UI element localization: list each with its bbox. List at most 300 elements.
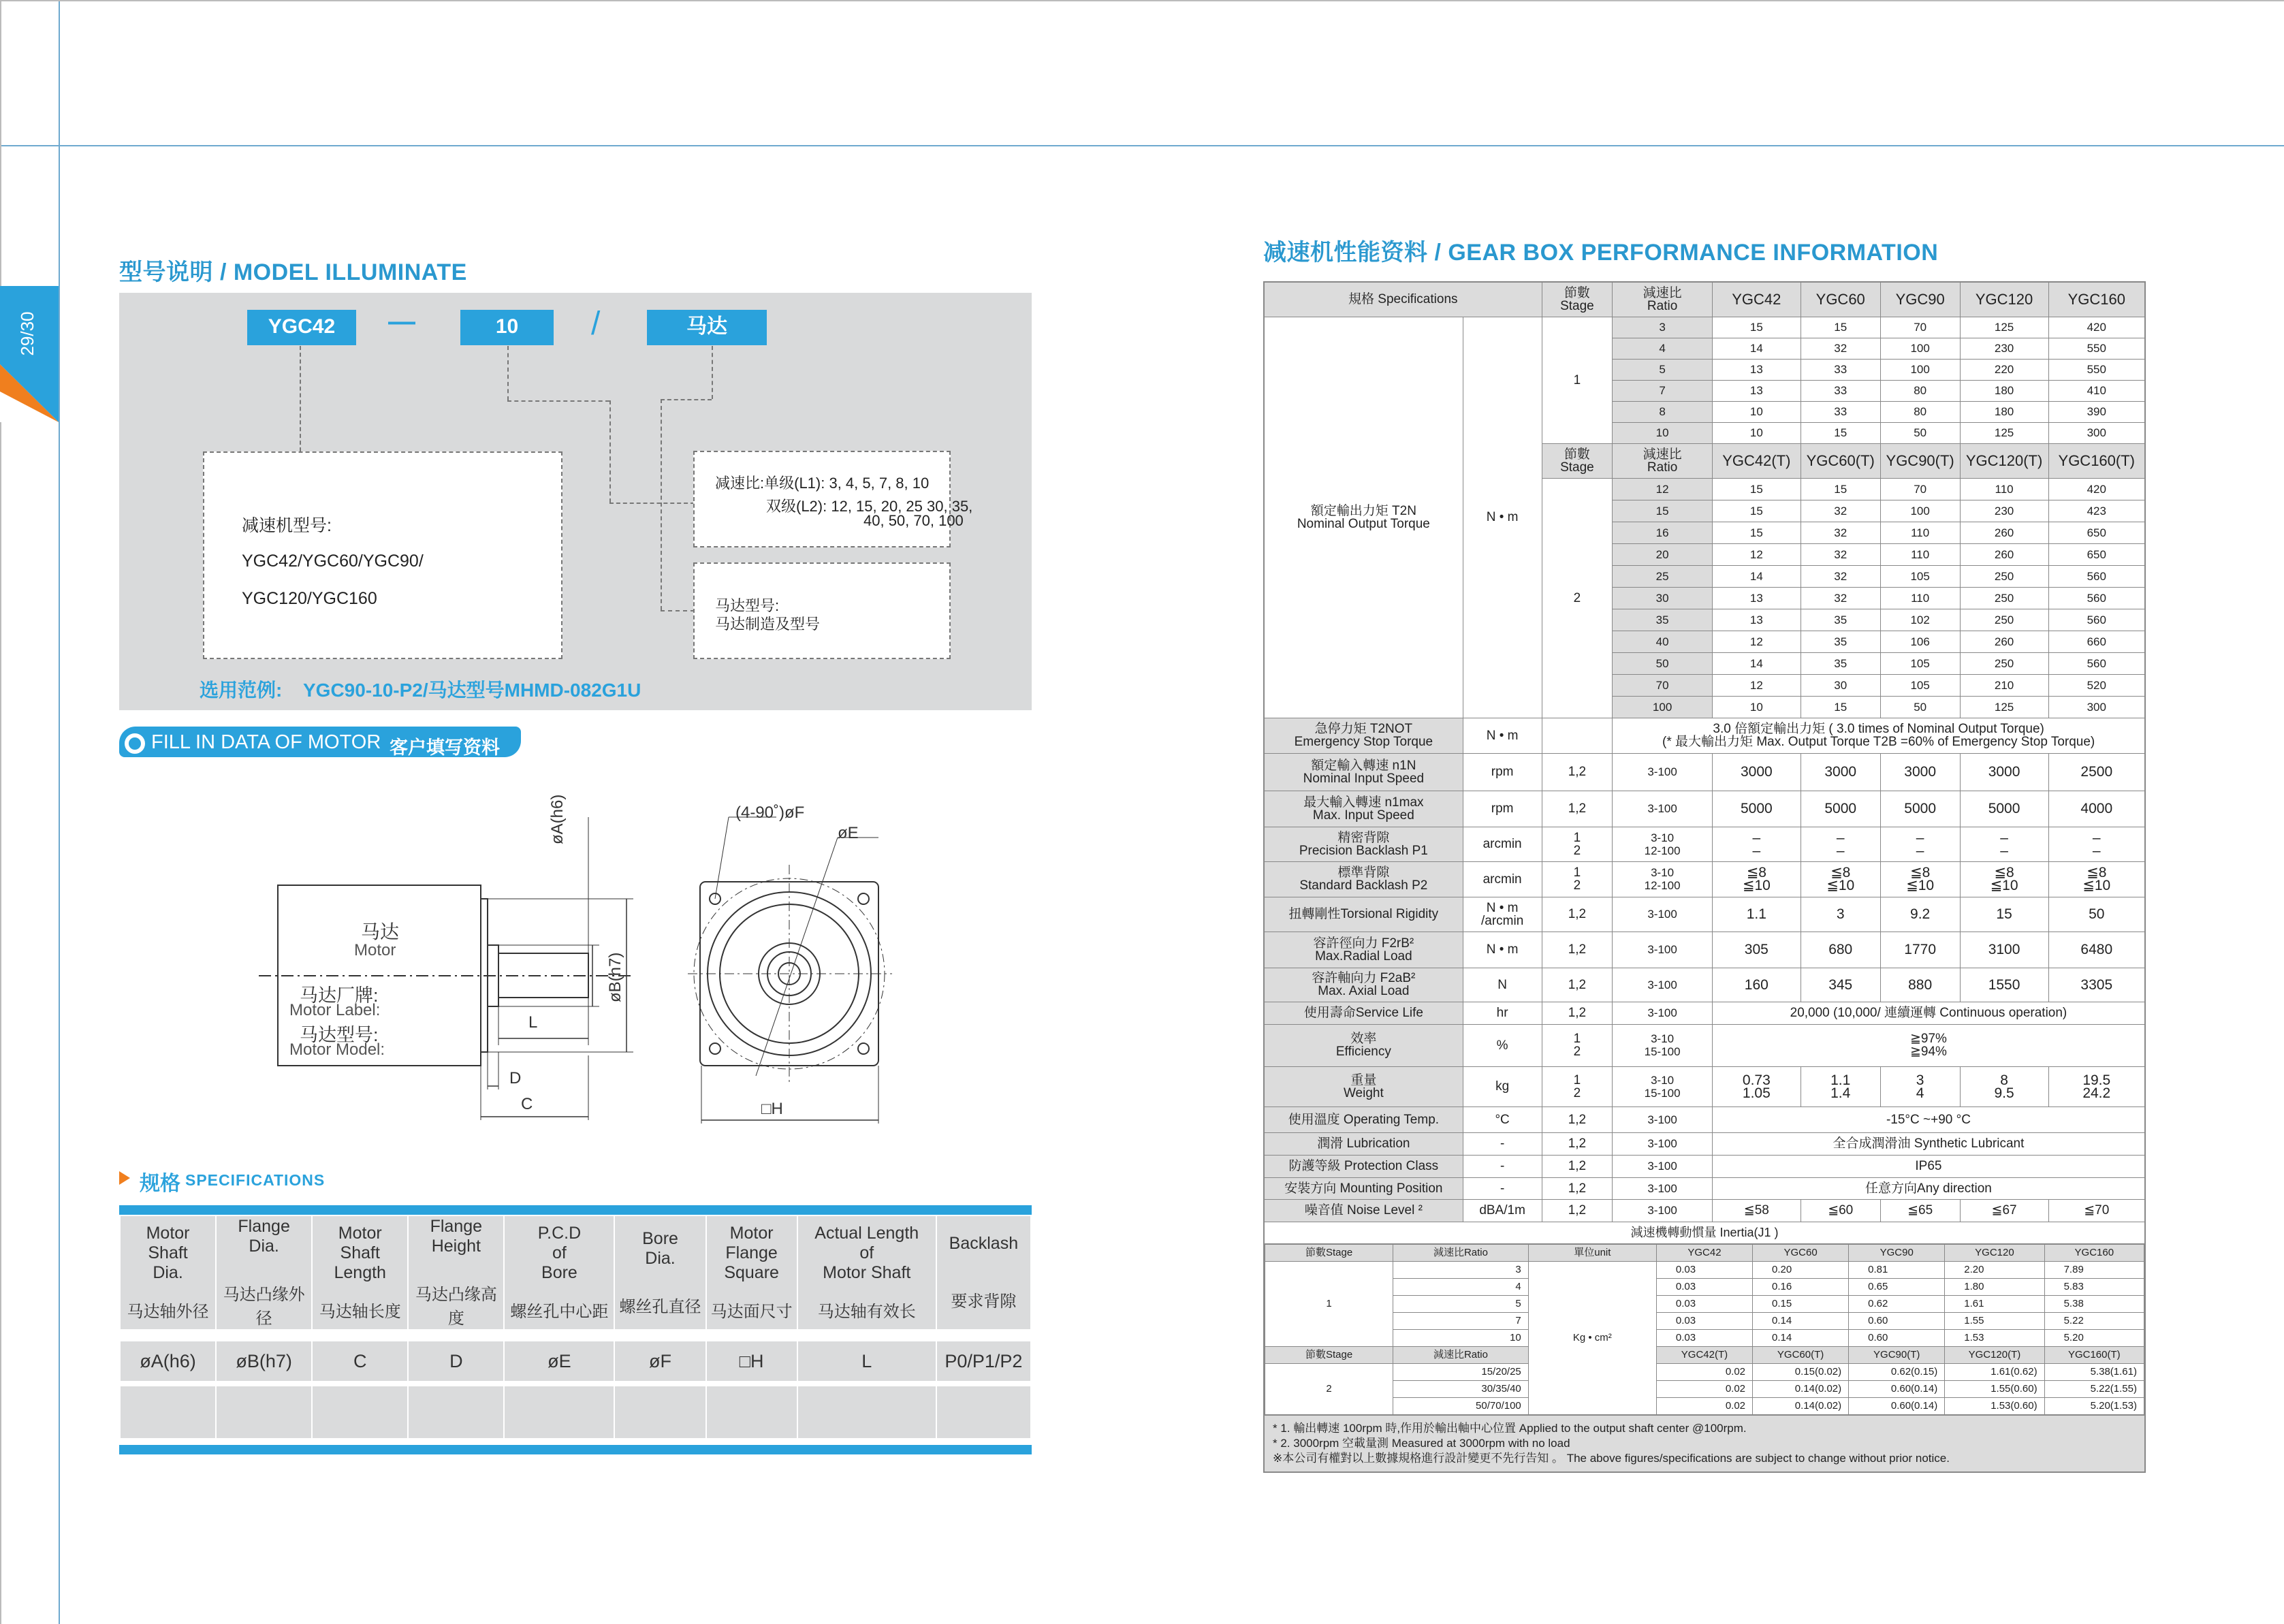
ratio-cell: 25 <box>1613 565 1713 587</box>
spec-heading-cn: 规格 <box>140 1173 180 1195</box>
stage-cell: 1,2 <box>1542 1106 1613 1132</box>
value-cell: 全合成潤滑油 Synthetic Lubricant <box>1712 1132 2145 1155</box>
value-cell: 345 <box>1801 968 1880 1002</box>
ratio-cell: 3 <box>1613 317 1713 338</box>
value-cell: 3 <box>1801 897 1880 932</box>
ratio-cell: 4 <box>1393 1278 1529 1295</box>
value-cell: 0.02 <box>1656 1363 1752 1380</box>
ratio-cell: 70 <box>1613 674 1713 696</box>
spec-symbol: L <box>797 1341 936 1382</box>
unit-cell: N • m /arcmin <box>1463 897 1542 932</box>
connector-3b <box>661 399 712 400</box>
ratio-cell: 12 <box>1613 478 1713 500</box>
frame-left-border <box>0 0 1 1624</box>
value-cell: 1770 <box>1880 932 1960 968</box>
value-cell: 0.14(0.02) <box>1753 1380 1849 1397</box>
model-slash: / <box>591 306 601 342</box>
value-cell: 560 <box>2048 565 2145 587</box>
model-dash: — <box>388 306 415 336</box>
ratio-cell: 30/35/40 <box>1393 1380 1529 1397</box>
value-cell: 680 <box>1801 932 1880 968</box>
misc-row <box>1264 1177 2145 1199</box>
spec-header-cell <box>216 1215 312 1330</box>
inertia-row <box>1265 1329 2144 1346</box>
spec-header-cn: 马达面尺寸 <box>710 1303 793 1321</box>
value-cell: ≧97% ≧94% <box>1712 1024 2145 1066</box>
row-label: 噪音值 Noise Level ² <box>1264 1199 1463 1222</box>
spec-symbol: øF <box>614 1341 705 1382</box>
ratio-cell: 30 <box>1613 587 1713 609</box>
spec-header-text: P.C.D of Bore <box>537 1224 582 1282</box>
dim-B: øB(h7) <box>606 952 624 1002</box>
value-cell: 0.62(0.15) <box>1849 1363 1945 1380</box>
value-cell: 5.20(1.53) <box>2044 1397 2144 1414</box>
value-cell: 33 <box>1801 380 1880 401</box>
value-cell: 3000 <box>1960 753 2048 791</box>
inertia-unit: Kg • cm² <box>1528 1261 1656 1414</box>
value-cell: 420 <box>2048 478 2145 500</box>
value-cell: 423 <box>2048 500 2145 522</box>
value-cell: 1.1 1.4 <box>1801 1066 1880 1106</box>
value-cell: 180 <box>1960 401 2048 422</box>
value-cell: 125 <box>1960 317 2048 338</box>
spec-symbol: C <box>312 1341 408 1382</box>
value-cell: IP65 <box>1712 1155 2145 1177</box>
ratio-cell: 35 <box>1613 609 1713 631</box>
value-cell: 3 4 <box>1880 1066 1960 1106</box>
value-cell: 110 <box>1880 587 1960 609</box>
value-cell: 102 <box>1880 609 1960 631</box>
inertia-model-header: YGC60 <box>1753 1244 1849 1261</box>
stage-cell: 2 <box>1542 478 1613 718</box>
connector-3c <box>661 399 662 610</box>
value-cell: 15 <box>1712 478 1801 500</box>
value-cell: 任意方向Any direction <box>1712 1177 2145 1199</box>
ratio-cell: 3-100 <box>1613 897 1713 932</box>
torque-row <box>1264 317 2145 338</box>
row-label: 最大輸入轉速 n1max Max. Input Speed <box>1264 791 1463 827</box>
value-cell: 100 <box>1880 359 1960 380</box>
model-type-line2: YGC42/YGC60/YGC90/ <box>242 552 424 571</box>
value-cell: 1.61 <box>1945 1295 2044 1312</box>
value-cell: 80 <box>1880 401 1960 422</box>
value-cell: 0.62 <box>1849 1295 1945 1312</box>
row-label: 額定輸入轉速 n1N Nominal Input Speed <box>1264 753 1463 791</box>
stage-cell: 1,2 <box>1542 1177 1613 1199</box>
misc-row <box>1264 1106 2145 1132</box>
torque-unit: N • m <box>1463 317 1542 718</box>
inertia-row <box>1265 1278 2144 1295</box>
connector-3d <box>661 610 695 611</box>
value-cell: 230 <box>1960 338 2048 359</box>
motor-line2: 马达制造及型号 <box>715 616 821 633</box>
example-label: 选用范例: <box>200 680 283 701</box>
model-header: YGC160 <box>2048 282 2145 317</box>
spec-input-cell[interactable] <box>936 1386 1031 1439</box>
model-header: YGC120 <box>1960 282 2048 317</box>
inertia-row <box>1265 1244 2144 1261</box>
efficiency-row <box>1264 1024 2145 1066</box>
value-cell: 35 <box>1801 609 1880 631</box>
spec-header-cell <box>504 1215 614 1330</box>
drawing-motor-en: Motor <box>354 941 396 959</box>
value-cell: 180 <box>1960 380 2048 401</box>
spec-input-row[interactable] <box>120 1386 1031 1439</box>
value-cell: 260 <box>1960 631 2048 652</box>
inertia-model-header: YGC90 <box>1849 1244 1945 1261</box>
value-cell: 520 <box>2048 674 2145 696</box>
value-cell: 14 <box>1712 338 1801 359</box>
notes-cell <box>1264 1415 2145 1472</box>
value-cell: 0.03 <box>1656 1278 1752 1295</box>
value-cell: 0.14 <box>1753 1329 1849 1346</box>
value-cell: 10 <box>1712 401 1801 422</box>
value-cell: 32 <box>1801 500 1880 522</box>
value-cell: 105 <box>1880 652 1960 674</box>
ratio-cell: 3-100 <box>1613 1002 1713 1024</box>
value-cell: 410 <box>2048 380 2145 401</box>
ratio-cell: 3-10 15-100 <box>1613 1024 1713 1066</box>
value-cell: 12 <box>1712 674 1801 696</box>
value-cell: 560 <box>2048 587 2145 609</box>
stage-cell: 2 <box>1265 1363 1393 1414</box>
value-cell: 105 <box>1880 674 1960 696</box>
row-label: 容許軸向力 F2aB² Max. Axial Load <box>1264 968 1463 1002</box>
spec-header-cn: 螺丝孔中心距 <box>510 1303 609 1321</box>
spec-header-text: Motor Shaft Length <box>334 1224 386 1282</box>
spec-header-cell <box>120 1215 216 1330</box>
value-cell: 550 <box>2048 359 2145 380</box>
connector-2a <box>507 346 509 400</box>
value-cell: 19.5 24.2 <box>2048 1066 2145 1106</box>
value-cell: 550 <box>2048 338 2145 359</box>
ratio-cell: 7 <box>1613 380 1713 401</box>
unit-cell: rpm <box>1463 753 1542 791</box>
stage-cell: 1,2 <box>1542 968 1613 1002</box>
row-label: 標準背隙 Standard Backlash P2 <box>1264 861 1463 897</box>
value-cell: 10 <box>1712 696 1801 718</box>
spec-input-cell[interactable] <box>120 1386 216 1439</box>
spec-row <box>1264 861 2145 897</box>
value-cell: 50 <box>1880 696 1960 718</box>
drawing-label-en: Motor Label: <box>289 1001 381 1019</box>
model-header: YGC42 <box>1712 282 1801 317</box>
spec-header-cn: 螺丝孔直径 <box>619 1297 701 1316</box>
value-cell: 250 <box>1960 565 2048 587</box>
value-cell: 15 <box>1712 522 1801 543</box>
value-cell: 125 <box>1960 696 2048 718</box>
inertia-row <box>1264 1243 2145 1415</box>
value-cell: 260 <box>1960 543 2048 565</box>
stage-cell <box>1542 718 1613 753</box>
model-header: YGC160(T) <box>2048 443 2145 478</box>
noise-row <box>1264 1199 2145 1222</box>
value-cell: 32 <box>1801 522 1880 543</box>
value-cell: 0.02 <box>1656 1397 1752 1414</box>
fill-title: FILL IN DATA OF MOTOR <box>151 731 381 753</box>
ratio-cell: 40 <box>1613 631 1713 652</box>
ratio-cell: 3-100 <box>1613 1177 1713 1199</box>
value-cell: 3000 <box>1801 753 1880 791</box>
value-cell: 15 <box>1801 422 1880 443</box>
value-cell: ≦8 ≦10 <box>2048 861 2145 897</box>
value-cell: 5.22 <box>2044 1312 2144 1329</box>
connector-3a <box>712 346 713 399</box>
connector-2b <box>507 400 609 402</box>
unit-cell: - <box>1463 1132 1542 1155</box>
unit-cell: arcmin <box>1463 861 1542 897</box>
dim-L: L <box>528 1013 538 1032</box>
spec-header-text: Bore Dia. <box>642 1228 678 1268</box>
inertia-stage-label: 節數Stage <box>1265 1244 1393 1261</box>
model-header: YGC60(T) <box>1801 443 1880 478</box>
value-cell: 1.53(0.60) <box>1945 1397 2044 1414</box>
value-cell: 15 <box>1712 500 1801 522</box>
stage-cell: 1 2 <box>1542 861 1613 897</box>
ratio-line2: 双级(L2): 12, 15, 20, 25 30, 35, <box>766 498 973 515</box>
inertia-container <box>1264 1243 2145 1415</box>
spec-input-cell[interactable] <box>216 1386 312 1439</box>
ratio-cell: 3-100 <box>1613 1106 1713 1132</box>
spec-input-cell[interactable] <box>408 1386 504 1439</box>
value-cell: 1.55 <box>1945 1312 2044 1329</box>
value-cell: 0.60(0.14) <box>1849 1380 1945 1397</box>
spec-header-row <box>120 1215 1031 1330</box>
value-cell: 1550 <box>1960 968 2048 1002</box>
drawing-model-cn: 马达型号: <box>300 1025 379 1045</box>
value-cell: 9.2 <box>1880 897 1960 932</box>
note-line: * 2. 3000rpm 空載量測 Measured at 3000rpm with no load <box>1273 1436 1570 1450</box>
value-cell: 13 <box>1712 359 1801 380</box>
value-cell: 110 <box>1880 522 1960 543</box>
spec-symbol-row <box>120 1341 1031 1382</box>
value-cell: 5000 <box>1880 791 1960 827</box>
spec-symbol: □H <box>706 1341 797 1382</box>
stage-cell: 1 <box>1542 317 1613 443</box>
value-cell: 300 <box>2048 696 2145 718</box>
value-cell: 230 <box>1960 500 2048 522</box>
spec-symbol: øE <box>504 1341 614 1382</box>
spec-header-cn: 马达轴外径 <box>127 1303 209 1321</box>
inertia-ratio-label: 減速比Ratio <box>1393 1244 1529 1261</box>
value-cell: 0.03 <box>1656 1295 1752 1312</box>
frame-line-top <box>0 145 2284 146</box>
inertia-model-header: YGC160 <box>2044 1244 2144 1261</box>
value-cell: 110 <box>1880 543 1960 565</box>
value-cell: 4000 <box>2048 791 2145 827</box>
value-cell: 0.15(0.02) <box>1753 1363 1849 1380</box>
connector-2c <box>609 400 611 503</box>
row-label: 潤滑 Lubrication <box>1264 1132 1463 1155</box>
value-cell: 12 <box>1712 543 1801 565</box>
value-cell: 5000 <box>1801 791 1880 827</box>
page-number: 29/30 <box>17 311 37 356</box>
spec-header-cell <box>408 1215 504 1330</box>
ratio-line3: 40, 50, 70, 100 <box>863 512 964 529</box>
value-cell: 33 <box>1801 401 1880 422</box>
inertia-row <box>1265 1380 2144 1397</box>
spec-row <box>1264 897 2145 932</box>
stage-cell: 1 2 <box>1542 1066 1613 1106</box>
value-cell: 560 <box>2048 609 2145 631</box>
spec-header-text: Actual Length of Motor Shaft <box>814 1224 919 1282</box>
spec-input-cell[interactable] <box>504 1386 614 1439</box>
value-cell: 15 <box>1960 897 2048 932</box>
inertia-row <box>1265 1312 2144 1329</box>
stage-cell: 1,2 <box>1542 753 1613 791</box>
value-cell: 0.03 <box>1656 1261 1752 1278</box>
value-cell: 13 <box>1712 380 1801 401</box>
ratio-label: 減速比 Ratio <box>1613 443 1713 478</box>
unit-cell: - <box>1463 1177 1542 1199</box>
value-cell: 0.14 <box>1753 1312 1849 1329</box>
spec-header-text: Backlash <box>949 1234 1019 1253</box>
value-cell: 3100 <box>1960 932 2048 968</box>
row-label: 使用壽命Service Life <box>1264 1002 1463 1024</box>
value-cell: 100 <box>1880 500 1960 522</box>
row-label: 防護等級 Protection Class <box>1264 1155 1463 1177</box>
stage-label: 節數 Stage <box>1542 282 1613 317</box>
ratio-cell: 50 <box>1613 652 1713 674</box>
dim-A: øA(h6) <box>548 794 567 844</box>
value-cell: 0.60(0.14) <box>1849 1397 1945 1414</box>
model-header: YGC60 <box>1801 282 1880 317</box>
dim-C: C <box>521 1095 533 1113</box>
emergency-value: 3.0 倍額定輸出力矩 ( 3.0 times of Nominal Output Torque) (* 最大輸出力矩 Max. Output Torque T2B =60% of Emergency Stop Torque) <box>1613 718 2145 753</box>
value-cell: 305 <box>1712 932 1801 968</box>
inertia-ratio-label: 減速比Ratio <box>1393 1346 1529 1363</box>
ratio-cell: 4 <box>1613 338 1713 359</box>
misc-row <box>1264 1155 2145 1177</box>
spec-input-cell[interactable] <box>797 1386 936 1439</box>
connector-1 <box>300 346 301 451</box>
value-cell: 260 <box>1960 522 2048 543</box>
value-cell: ≦65 <box>1880 1199 1960 1222</box>
value-cell: 210 <box>1960 674 2048 696</box>
inertia-row <box>1265 1261 2144 1278</box>
stage-cell: 1,2 <box>1542 1199 1613 1222</box>
inertia-table <box>1265 1244 2144 1415</box>
value-cell: ≦8 ≦10 <box>1801 861 1880 897</box>
inertia-model-header: YGC160(T) <box>2044 1346 2144 1363</box>
model-box-gearbox: YGC42 <box>247 310 356 345</box>
value-cell: 5.38 <box>2044 1295 2144 1312</box>
value-cell: 160 <box>1712 968 1801 1002</box>
value-cell: 0.02 <box>1656 1380 1752 1397</box>
model-box-motor: 马达 <box>647 310 767 345</box>
life-row <box>1264 1002 2145 1024</box>
value-cell: 32 <box>1801 338 1880 359</box>
inertia-row <box>1265 1397 2144 1414</box>
spec-header-cn: 马达轴长度 <box>319 1303 401 1321</box>
ratio-cell: 100 <box>1613 696 1713 718</box>
ratio-cell: 10 <box>1393 1329 1529 1346</box>
value-cell: 250 <box>1960 587 2048 609</box>
unit-cell: hr <box>1463 1002 1542 1024</box>
stage-cell: 1,2 <box>1542 1002 1613 1024</box>
spec-row <box>1264 753 2145 791</box>
value-cell: 3000 <box>1712 753 1801 791</box>
value-cell: -15°C ~+90 °C <box>1712 1106 2145 1132</box>
value-cell: 3000 <box>1880 753 1960 791</box>
value-cell: 50 <box>1880 422 1960 443</box>
unit-cell: arcmin <box>1463 827 1542 861</box>
ratio-cell: 50/70/100 <box>1393 1397 1529 1414</box>
spec-symbol: P0/P1/P2 <box>936 1341 1031 1382</box>
value-cell: 0.65 <box>1849 1278 1945 1295</box>
value-cell: 13 <box>1712 609 1801 631</box>
value-cell: 110 <box>1960 478 2048 500</box>
value-cell: ≦70 <box>2048 1199 2145 1222</box>
ratio-cell: 3-100 <box>1613 932 1713 968</box>
value-cell: 0.60 <box>1849 1329 1945 1346</box>
value-cell: 250 <box>1960 609 2048 631</box>
stage-cell: 1 <box>1265 1261 1393 1346</box>
value-cell: – – <box>2048 827 2145 861</box>
unit-cell: N • m <box>1463 932 1542 968</box>
value-cell: 14 <box>1712 565 1801 587</box>
spec-header-text: Flange Height <box>430 1217 483 1256</box>
spec-input-cell[interactable] <box>312 1386 408 1439</box>
inertia-model-header: YGC60(T) <box>1753 1346 1849 1363</box>
spec-label: 規格 Specifications <box>1264 282 1542 317</box>
value-cell: 5.20 <box>2044 1329 2144 1346</box>
spec-input-cell[interactable] <box>706 1386 797 1439</box>
model-box-ratio: 10 <box>460 310 554 345</box>
page-tab-corner <box>0 364 59 422</box>
value-cell: 12 <box>1712 631 1801 652</box>
drawing-model-en: Motor Model: <box>289 1040 385 1059</box>
spec-gap-row <box>120 1330 1031 1341</box>
stage-cell: 1,2 <box>1542 1155 1613 1177</box>
value-cell: 250 <box>1960 652 2048 674</box>
inertia-row <box>1265 1363 2144 1380</box>
example-value: YGC90-10-P2/马达型号MHMD-082G1U <box>303 680 641 701</box>
ratio-cell: 15/20/25 <box>1393 1363 1529 1380</box>
value-cell: 0.20 <box>1753 1261 1849 1278</box>
ratio-cell: 16 <box>1613 522 1713 543</box>
spec-symbol: øA(h6) <box>120 1341 216 1382</box>
ratio-cell: 3-100 <box>1613 791 1713 827</box>
ratio-cell: 3 <box>1393 1261 1529 1278</box>
spec-header-cell <box>614 1215 705 1330</box>
model-header: YGC42(T) <box>1712 443 1801 478</box>
value-cell: – – <box>1960 827 2048 861</box>
spec-input-cell[interactable] <box>614 1386 705 1439</box>
model-type-line1: 减速机型号: <box>242 516 332 535</box>
gearbox-heading: 减速机性能资料 / GEAR BOX PERFORMANCE INFORMATION <box>1263 240 1939 266</box>
ratio-cell: 7 <box>1393 1312 1529 1329</box>
inertia-model-header: YGC42 <box>1656 1244 1752 1261</box>
spec-header-cn: 马达凸缘外径 <box>223 1286 305 1328</box>
value-cell: 6480 <box>2048 932 2145 968</box>
drawing-motor-cn: 马达 <box>361 921 400 942</box>
row-label: 扭轉剛性Torsional Rigidity <box>1264 897 1463 932</box>
spec-top-bar <box>119 1205 1032 1215</box>
value-cell: 880 <box>1880 968 1960 1002</box>
frame-line-left <box>59 0 60 1624</box>
value-cell: 5.38(1.61) <box>2044 1363 2144 1380</box>
spec-header-text: Flange Dia. <box>238 1217 290 1256</box>
stage-cell: 1,2 <box>1542 791 1613 827</box>
value-cell: ≦8 ≦10 <box>1960 861 2048 897</box>
spec-row <box>1264 932 2145 968</box>
value-cell: 390 <box>2048 401 2145 422</box>
unit-cell: - <box>1463 1155 1542 1177</box>
spec-header-cell <box>936 1215 1031 1330</box>
value-cell: 650 <box>2048 522 2145 543</box>
note-line: * 1. 輸出轉速 100rpm 時,作用於輸出軸中心位置 Applied to the output shaft center @100rpm. <box>1273 1421 1747 1435</box>
